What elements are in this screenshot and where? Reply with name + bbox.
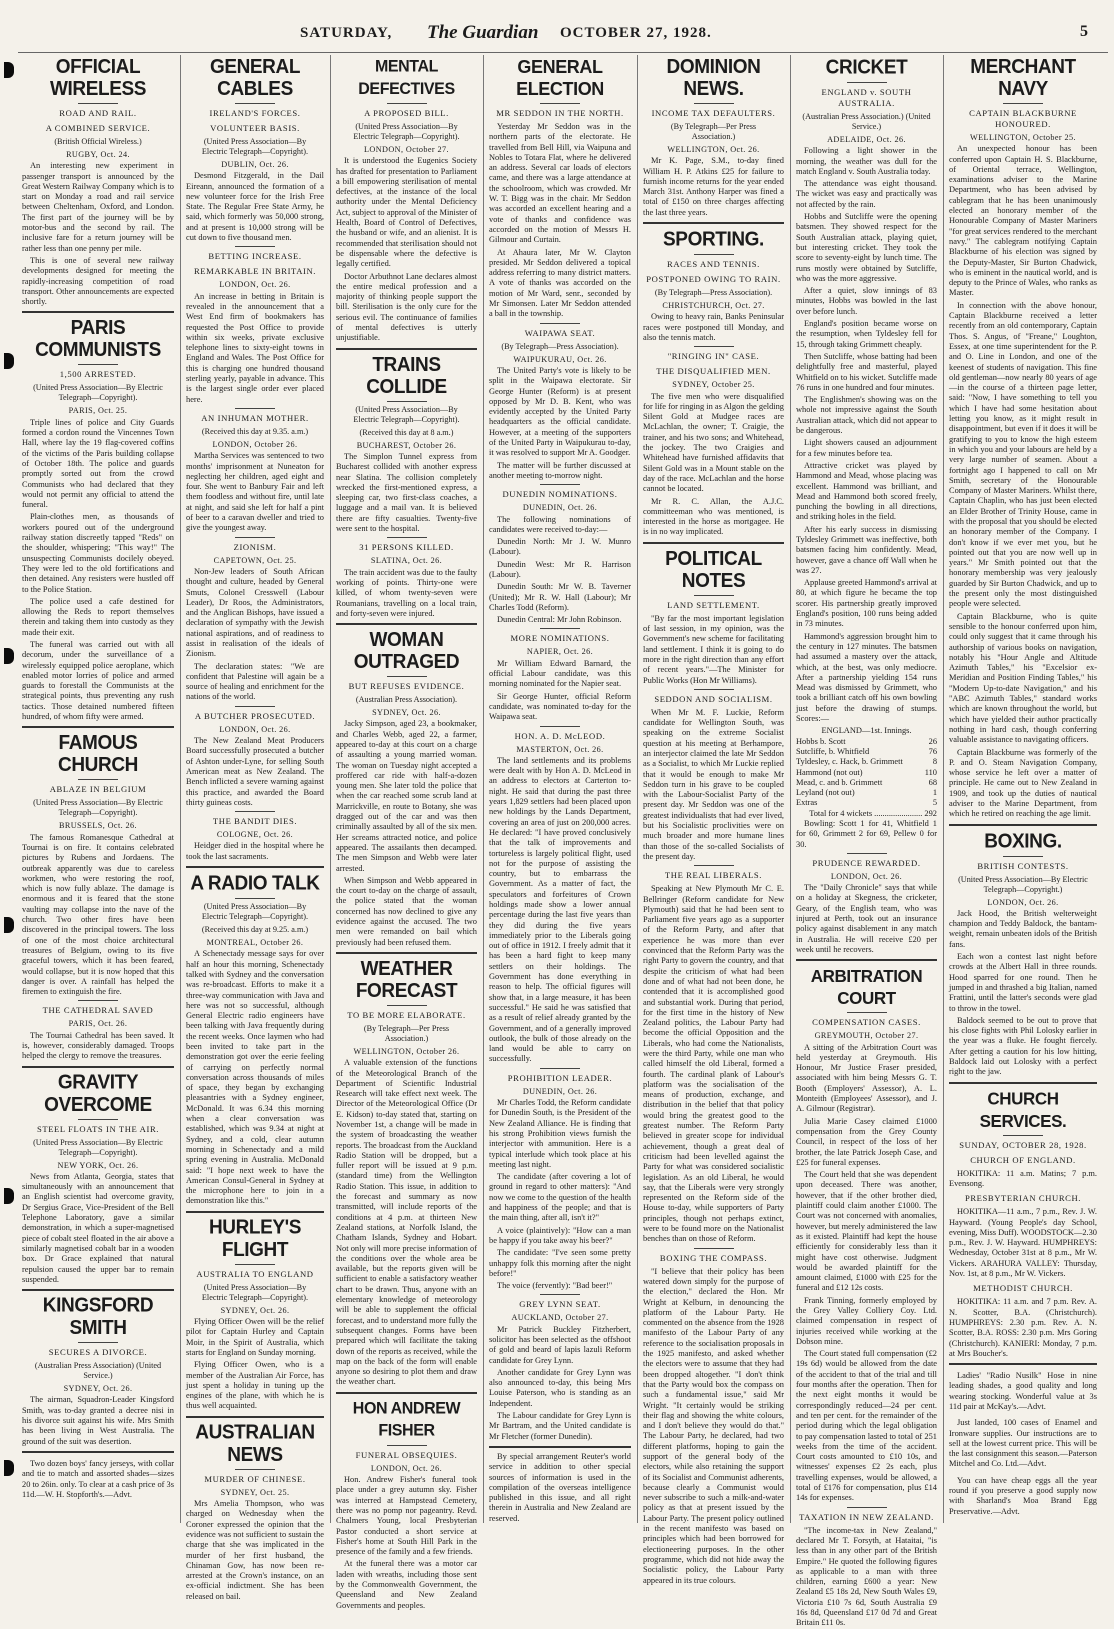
advertisement: You can have cheap eggs all the year round if you preserve a good supply now with Sharland's Moa Brand Egg Preservative.—Advt.	[949, 1475, 1097, 1516]
headline-arbitration-court: ARBITRATION COURT	[810, 966, 923, 1009]
article-paragraph: Hon. Andrew Fisher's funeral took place under a grey autumn sky. Fisher was interred at Hampstead Cemetery, there was no pomp nor pageantry. Revd. Chalmers Young, local Presbyterian Pastor conducted a short service at Fisher's home at South Hill Park in the presence of the family and a few friends.	[336, 1475, 477, 1557]
headline-political-notes: POLITICAL NOTES	[665, 547, 762, 592]
advertisement: Ladies' "Radio Nusilk" Hose in nine leading shades, a good quality and long wearing stocking. Wonderful value at 3s 11d pair at McKay's.—Advt.	[949, 1371, 1097, 1411]
article-paragraph: Bowling: Scott 1 for 41, Whitfield 1 for 60, Grimmett 2 for 69, Pellew 0 for 30.	[796, 819, 937, 849]
article-paragraph: Non-Jew leaders of South African thought and culture, headed by General Smuts, Colonel Cresswell (Labour Leader), Dr Roos, the Administrators, and the Anglican Bishops, have issued a declaration of sympathy with the Jewish national aspirations, and of readiness to assist in realisation of the ideals of Zionism.	[186, 566, 324, 659]
dateline: WELLINGTON, October 26.	[353, 1046, 460, 1056]
column-rule	[180, 55, 181, 1523]
batsman-runs: 1	[932, 788, 937, 798]
article-paragraph: Hobbs and Sutcliffe were the opening batsmen. They showed respect for the South Australian attack, playing quiet, but interesting cricket. They took the score to seventy-eight by lunch time. The runs mostly were obtained by Sutcliffe, who was the more aggressive.	[796, 212, 937, 283]
dateline: GREYMOUTH, October 27.	[814, 1031, 919, 1041]
article-paragraph: Doctor Arbuthnot Lane declares almost the entire medical profession and a majority of thinking people support the bill. Sterilisation is the only cure for the serious evil. The continuance of families of mental defectives is utterly unjustifiable.	[336, 271, 477, 343]
article-paragraph: Martha Services was sentenced to two months' imprisonment at Nuneaton for neglecting her children, aged eight and four. She went to Banbury Fair and left them foodless and without fire, until late at night, and said she left for half a pint of beer to a caravan dweller and tried to give the youngest away.	[186, 451, 324, 533]
subhead: THE CATHEDRAL SAVED	[42, 1005, 154, 1016]
article-paragraph: Dunedin West: Mr R. Harrison (Labour).	[489, 559, 631, 579]
binding-hole	[4, 353, 14, 369]
column-6	[796, 52, 937, 1628]
column-4	[489, 52, 631, 1522]
article-paragraph: It is understood the Eugenics Society has drafted for presentation to Parliament a bill empowering sterilisation of mental defectives, at the instance of the local authority under the Mental Deficiency Act, subject to approval of the Minister of Health, Board of Control of Defectives, the husband or wife, and an alienist. It is recommended that sterilisation should not be dispensable where the defective is legally certified.	[336, 156, 477, 269]
dateline: DUNEDIN, Oct. 26.	[522, 503, 598, 513]
scorecard-row	[796, 757, 937, 767]
subhead: ABLAZE IN BELGIUM	[49, 784, 147, 795]
article-paragraph: Plain-clothes men, as thousands of workers poured out of the underground railway station discreetly tapped "Reds" on the shoulder, whispering; "This way!" The unsuspecting Communists docilely obeyed. They were led to the old fortifications and then detained. Any resisters were hustled off to the Police Station.	[22, 512, 174, 594]
credit-line: (United Press Association—By Electric Telegraph—Copyright).	[201, 902, 309, 922]
scorecard-row	[796, 778, 937, 788]
subhead: ENGLAND v. SOUTH AUSTRALIA.	[821, 87, 912, 108]
subhead: AN INHUMAN MOTHER.	[201, 412, 309, 423]
article-paragraph: Mr Patrick Buckley Fitzherbert, solicitor has been selected as the offshoot of gold and beard of lapis lazuli Reform candidate for Grey Lynn.	[489, 1324, 631, 1365]
article-paragraph: This is one of several new railway developments designed for meeting the rapidly-increasing competition of road transport. Other announcements are expected shortly.	[22, 255, 174, 307]
binding-hole	[4, 648, 14, 664]
credit-line: (By Telegraph—Press Association).	[654, 288, 773, 298]
column-7	[949, 52, 1097, 1522]
article-paragraph: A sitting of the Arbitration Court was held yesterday at Greymouth. His Honour, Mr Justice Fraser presided, associated with him being Messrs G. T. Booth (Employers' Assessor), A. L. Monteith (Employees' Assessor), and J. A. Gilmour (Registrar).	[796, 1042, 937, 1114]
article-paragraph: The candidate: "I've seen some pretty unhappy folk this morning after the night before!"	[489, 1248, 631, 1278]
dateline: DUNEDIN, Oct. 26.	[522, 1086, 598, 1096]
headline-paris-communists: PARIS COMMUNISTS	[35, 317, 161, 362]
subhead: THE BANDIT DIES.	[212, 816, 298, 827]
column-5	[643, 52, 784, 1585]
article-paragraph: The Simplon Tunnel express from Bucharest collided with another express near Slatina. The collision completely wrecked the first-mentioned express, a sleeping car, two first-class coaches, a luggage and a mail van. It is believed there are fifty casualties. Twenty-five were sent to the hospital.	[336, 451, 477, 534]
subhead: TAXATION IN NEW ZEALAND.	[799, 1511, 934, 1522]
article-paragraph: An increase in betting in Britain is revealed in the announcement that a West End firm of bookmakers has requested the Post Office to provide within six weeks, private exclusive telephone lines to sixty-eight towns in England and Wales. The Post Office for this is charging one hundred thousand sterling yearly, payable in advance. This is the largest single order ever placed here.	[186, 291, 324, 404]
article-paragraph: Mr K. Page, S.M., to-day fined William H. P. Atkins £25 for failure to furnish income returns for the year ended March 31st. Anthony Harper was fined a total of £150 on three charges affecting the last three years.	[643, 156, 784, 217]
batsman-name: Mead, c. and b. Grimmett	[796, 777, 883, 787]
article-paragraph: HOKITIKA—11 a.m., 7 p.m., Rev. J. W. Hayward. (Young People's day School, evening, Miss Duff). WOODSTOCK—2.30 p.m., Rev. J. W. Hayward. HUMPHREYS: Wednesday, October 31st at 8 p.m., Mr W. Vickers. ARAHURA VALLEY: Thursday, Nov. 1st, at 8 p.m., Mr W. Vickers.	[949, 1207, 1097, 1279]
credit-line: (United Press Association—By Electric Telegraph—Copyright).	[33, 1137, 163, 1157]
subhead: STEEL FLOATS IN THE AIR.	[36, 1123, 160, 1134]
batsman-name: Hobbs b. Scott	[796, 736, 846, 746]
batsman-runs: 26	[928, 736, 937, 746]
article-paragraph: The Tournai Cathedral has been saved. It is, however, considerably damaged. Troops helped the clergy to remove the treasures.	[22, 1030, 174, 1061]
article-paragraph: The airman, Squadron-Leader Kingsford Smith, was to-day granted a decree nisi in his divorce suit against his wife. Mrs Smith has been living in West Australia. The ground of the suit was desertion.	[22, 1395, 174, 1446]
article-paragraph: The voice (fervently): "Bad beer!"	[497, 1281, 613, 1291]
subhead: 1,500 ARRESTED.	[59, 369, 137, 380]
subhead: HON. A. D. McLEOD.	[514, 730, 606, 741]
subhead: ROAD AND RAIL.	[59, 108, 137, 118]
article-paragraph: The five men who were disqualified for life for ringing in as Algon the gelding Silent Gold at Mudgee races are McLachlan, the owner; T. Craigie, the trainer, and his two sons; and Whitehead, the jockey. The two Craigies and Whitehead have furnished affidavits that Silent Gold was in a Mount stable on the day of the race. McLachlan and the horse cannot be located.	[643, 391, 784, 494]
scorecard-total: Total for 4 wickets ....................... 292	[809, 808, 937, 818]
column-rule	[790, 55, 791, 1523]
notice-reuters: By special arrangement Reuter's world service in addition to other special sources of information is used in the compilation of the overseas intelligence published in this issue, and all right therein in Australia and New Zealand are reserved.	[489, 1451, 631, 1523]
credit-line: (Australian Press Association).	[355, 695, 458, 705]
column-rule	[330, 55, 331, 1523]
subhead: 31 PERSONS KILLED.	[359, 542, 454, 553]
dateline: COLOGNE, Oct. 26.	[216, 830, 294, 840]
credit-line: (Received this day at 8 a.m.)	[359, 427, 454, 437]
subhead: PRUDENCE REWARDED.	[812, 857, 921, 868]
article-paragraph: Heidger died in the hospital where he took the last sacraments.	[186, 841, 324, 861]
dateline: LONDON, October 27.	[364, 145, 449, 154]
subhead: MR SEDDON IN THE NORTH.	[496, 108, 624, 118]
subhead: METHODIST CHURCH.	[973, 1283, 1073, 1294]
advertisement: Two dozen boys' fancy jerseys, with collar and tie to match and assorted shades—sizes 20 to 26in. only. To clear at a cash price of 3s 11d.—W. H. Stopforth's.—Advt.	[22, 1458, 174, 1499]
article-paragraph: After his early success in dismissing Tyldesley Grimmett was ineffective, both batsmen facing him confidently. Mead, however, gave a chance off Wall when he was 27.	[796, 524, 937, 575]
dateline: LONDON, Oct. 26.	[219, 724, 291, 734]
subhead: DUNEDIN NOMINATIONS.	[502, 489, 618, 500]
article-paragraph: The New Zealand Meat Producers Board successfully prosecuted a butcher of Ashton under-Lyne, for selling South American meat as New Zealand. The Bench inflicted a severe warning against this practice, and awarded the Board thirty guineas costs.	[186, 736, 324, 807]
headline-gravity-overcome: GRAVITY OVERCOME	[44, 1071, 152, 1116]
subhead: THE DISQUALIFIED MEN.	[656, 366, 771, 377]
subhead: REMARKABLE IN BRITAIN.	[193, 266, 317, 277]
subhead: GREY LYNN SEAT.	[519, 1299, 601, 1310]
masthead	[0, 0, 1114, 52]
subhead: RACES AND TENNIS.	[667, 259, 760, 270]
masthead-date: OCTOBER 27, 1928.	[560, 25, 712, 41]
article-paragraph: An interesting new experiment in passenger transport is announced by the Great Western Railway Company which is to start on Monday a road and rail service between Cheltenham, Oxford, and London. The first part of the journey will be by motor-bus and the second by rail. The inclusive fare for a return journey will be rather less than one penny per mile.	[22, 161, 174, 253]
article-paragraph: The Court stated full compensation (£2 19s 6d) would be allowed from the date of the accident to that of the trial and till four months after the operation. Then for the next eight months it would be correspondingly reduced—24 per cent. and ten per cent. for the remainder of the period during which the legal obligation to pay compensation lasted to total of 251 weeks from the time of the accident. Court costs amounted to £10 10s, and witnesses' expenses £2 2s each, plus travelling expenses, would be allowed, a total of £176 for compensation, plus £14 14s for expenses.	[796, 1349, 937, 1503]
dateline: WAIPUKURAU, Oct. 26.	[513, 354, 607, 364]
headline-cricket: CRICKET	[825, 56, 908, 79]
article-paragraph: HOKITIKA: 11 a.m. Matins; 7 p.m. Evensong.	[949, 1168, 1097, 1188]
masthead-day: SATURDAY,	[300, 25, 393, 41]
article-paragraph: The Englishmen's showing was on the whole not impressive against the South Australian attack, which did not appear to be dangerous.	[796, 395, 937, 436]
batsman-runs: 110	[924, 767, 937, 777]
article-paragraph: The famous Romanesque Cathedral at Tournai is on fire. It contains celebrated pictures by Rubens and Jordaens. The outbreak apparently was due to careless workmen, who were restoring the roof, which is now fully ablaze. The damage is enormous and it is feared that the stone vaulting may collapse into the nave of the church. Two other fires have been discovered in the principal towers. The loss of one of the most choice architectural treasures of Belgium, owing to its five graceful towers, which it has been feared, would collapse, but it is now hoped that this danger is over. A rainfall has helped the firemen to extinguish the fire.	[22, 832, 174, 997]
article-paragraph: The following nominations of candidates were received to-day:—	[489, 514, 631, 534]
article-paragraph: The police used a cafe destined for allowing the Reds to report themselves therein and taking them into custody as they made their exit.	[22, 596, 174, 637]
dateline: SYDNEY, Oct. 26.	[63, 1384, 133, 1394]
subhead: BUT REFUSES EVIDENCE.	[348, 681, 465, 692]
column-2	[186, 52, 324, 1601]
subhead: A COMBINED SERVICE.	[45, 123, 151, 133]
article-paragraph: Dunedin South: Mr W. B. Taverner (United); Mr R. W. Hall (Labour); Mr Charles Todd (Reform).	[489, 582, 631, 612]
article-paragraph: The declaration states: "We are confident that Palestine will again be a source of healing and enrichment for the nations of the world.	[186, 661, 324, 702]
article-paragraph: Flying Officer Owen, who is a member of the Australian Air Force, has just spent a holiday in tuning up the engines of the plane, with which he is thus well acquainted.	[186, 1360, 324, 1411]
subhead: VOLUNTEER BASIS.	[210, 123, 300, 133]
article-paragraph: Captain Blackburne, who is quite sensible to the honour conferred upon him, could only suggest that it came through his authorship of various books on navigation, notably his "Hour Angle and Altitude Azimuth Tables," his "Excelsior ex-Meridian and Position Finding Tables," his "Modern Up-to-date Navigation," and his "ABC Azimuth Tables," standard works which are known throughout the world, but which have yielded their author practically nothing in hard cash, though conferring valuable assistance to navigating officers.	[949, 611, 1097, 745]
article-paragraph: Attractive cricket was played by Hammond and Mead, whose placing was excellent. Hammond was brilliant, and Mead and Hammond both scored freely, punching the bowling in all directions, and striking holes in the field.	[796, 460, 937, 522]
dateline: ADELAIDE, Oct. 26.	[827, 135, 906, 144]
subhead: BETTING INCREASE.	[208, 251, 302, 262]
scorecard-row	[796, 737, 937, 747]
article-paragraph: The attendance was eight thousand. The wicket was easy and practically was not affected by the rain.	[796, 179, 937, 209]
scorecard-row	[796, 768, 937, 778]
subhead: MORE NOMINATIONS.	[510, 633, 610, 644]
dateline: AUCKLAND, October 27.	[511, 1313, 609, 1323]
subhead: IRELAND'S FORCES.	[209, 108, 301, 118]
article-paragraph: Mr R. C. Allan, the A.J.C. committeeman who was mentioned, is interested in the horse as mortgagee. He is in no way implicated.	[643, 496, 784, 537]
subhead: THE REAL LIBERALS.	[664, 870, 763, 881]
article-paragraph: Each won a contest last night before crowds at the Albert Hall in three rounds. Hood sparred for one round. Then he jumped in and thrashed a big Italian, named Frattini, until the latter's seconds were glad to throw in the towel.	[949, 952, 1097, 1013]
article-paragraph: An unexpected honour has been conferred upon Captain H. S. Blackburne, of Oriental terrace, Wellington, examinations adviser to the Marine Department, who has been advised by cablegram that he has been unanimously elected an honorary member of the Honourable Company of Master Mariners "for great services rendered to the merchant navy." The cablegram notifying Captain Blackburne of his election was signed by the Deputy-Master, Sir Burton Chadwick, who is eminent in the nautical world, and is deputy to the Prince of Wales, who ranks as Master.	[949, 144, 1097, 298]
headline-merchant-navy: MERCHANT NAVY	[970, 55, 1076, 101]
headline-dominion-news: DOMINION NEWS.	[666, 55, 761, 101]
credit-line: (Australian Press Association.) (United Service.)	[802, 112, 931, 131]
dateline: LONDON, Oct. 26.	[370, 1463, 443, 1473]
dateline: BUCHAREST, October 26.	[356, 440, 457, 450]
subhead: SUNDAY, OCTOBER 28, 1928.	[959, 1139, 1087, 1150]
article-paragraph: "The income-tax in New Zealand," declared Mr T. Forsyth, at Hataitai, "is less than in any other part of the British Empire." He quoted the following figures as applicable to a man with three children, earning £600 a year: New Zealand £5 18s 2d, New South Wales £9, Victoria £10 7s 6d, South Australia £9 16s 8d, Queensland £17 0d 7d and Great Britain £11 0s.	[796, 1525, 937, 1628]
scorecard-row	[796, 788, 937, 798]
advertisement: Just landed, 100 cases of Enamel and Ironware supplies. Our instructions are to sell at the lowest current price. This will be the last consignment this season.—Paterson Mitchel and Co. Ltd.—Advt.	[949, 1418, 1097, 1469]
headline-church-services: CHURCH SERVICES.	[979, 1088, 1067, 1131]
article-paragraph: The train accident was due to the faulty working of points. Thirty-one were killed, of whom twenty-seven were Roumanians, travelling on a local train, and forty-seven were injured.	[336, 567, 477, 618]
dateline: CHRISTCHURCH, Oct. 27.	[662, 301, 765, 311]
credit-line: (Australian Press Association) (United Service.)	[34, 1361, 162, 1381]
subhead: FUNERAL OBSEQUIES.	[355, 1449, 458, 1460]
subhead: PRESBYTERIAN CHURCH.	[964, 1193, 1082, 1204]
article-paragraph: The funeral was carried out with all decorum, under the surveillance of a wirelessly equipped police aeroplane, which enabled motor lorries of police and armed guards to forestall the Communists at the strategical points, thus preventing any rush tactics. Those detained numbered fifteen hundred, of whom fifty were armed.	[22, 639, 174, 722]
article-paragraph: Dunedin Central: Mr John Robinson.	[497, 615, 622, 625]
article-paragraph: Flying Officer Owen will be the relief pilot for Captain Hurley and Captain Moir, in the Spirit of Australia, which starts for England on Sunday morning.	[186, 1317, 324, 1357]
credit-line: (By Telegraph—Press Association).	[501, 341, 619, 351]
binding-hole	[4, 917, 14, 933]
article-paragraph: Sir George Hunter, official Reform candidate, was nominated to-day for the Waipawa seat.	[489, 691, 631, 722]
dateline: LONDON, Oct. 26.	[830, 871, 903, 881]
credit-line: (United Press Association—By Electric Telegraph—Copyright).	[201, 137, 309, 156]
credit-line: (United Press Association—By Electric Telegraph—Copyright).	[201, 1282, 309, 1302]
scorecard-row	[796, 747, 937, 757]
article-paragraph: Captain Blackburne was formerly of the P. and O. Steam Navigation Company, whose service he left over a matter of principle. He came out to New Zealand in 1909, and took up the duties of nautical adviser to the Marine Department, from which he retired on reaching the age limit.	[949, 747, 1097, 819]
article-paragraph: Baldock seemed to be out to prove that his close fights with Phil Lolosky earlier in the year was a fluke. He fought fiercely. After getting a caution for his low hitting, Baldock laid out Lolosky with a perfect right to the jaw.	[949, 1015, 1097, 1077]
article-paragraph: Julia Marie Casey claimed £1000 compensation from the Grey County Council, in respect of the loss of her brother, the late Patrick Joseph Case, and £25 for funeral expenses.	[796, 1116, 937, 1167]
dateline: SYDNEY, Oct. 25.	[220, 1487, 290, 1497]
scorecard-row	[796, 798, 937, 808]
column-rule	[483, 55, 484, 1523]
headline-andrew-fisher: HON ANDREW FISHER	[352, 1399, 461, 1440]
subhead: CAPTAIN BLACKBURNE HONOURED.	[969, 108, 1077, 129]
article-paragraph: Light showers caused an adjournment for a few minutes before tea.	[796, 438, 937, 458]
article-paragraph: HOKITIKA: 11 a.m. and 7 p.m. Rev. A. N. Scotter, B.A. (Christchurch). HUMPHREYS: 2.30 p.m. Rev. A. N. Scotter, B.A. ROSS: 2.30 p.m. Mrs Goring (Christchurch). KANIERI: Monday, 7 p.m. at Mrs Boucher's.	[949, 1297, 1097, 1358]
dateline: PARIS, Oct. 26.	[68, 1019, 128, 1029]
article-paragraph: At Ahaura later, Mr W. Clayton presided. Mr Seddon delivered a topical address referring to many district matters. A vote of thanks was accorded on the motion of Mr Ward, senr., seconded by Mr Simonsen. Later Mr Seddon attended a ball in the township.	[489, 247, 631, 319]
headline-woman-outraged: WOMAN OUTRAGED	[353, 629, 460, 674]
article-paragraph: Yesterday Mr Seddon was in the northern parts of the electorate. He travelled from Bell Hill, via Waipuna and Nobles to Totara Flat, where he delivered an address. Several car loads of electors came, and there was a large attendance at the schoolroom, which was crowded. Mr W. T. Bigg was in the chair. Mr Seddon was accorded an excellent hearing and a vote of thanks and confidence was accorded on the motion of Messrs H. Gilmour and Curtain.	[489, 122, 631, 245]
article-paragraph: Following a light shower in the morning, the weather was dull for the match England v. South Australia today.	[796, 146, 937, 176]
batsman-name: Hammond (not out)	[796, 767, 863, 777]
credit-line: (United Press Association—By Electric Telegraph—Copyright.)	[958, 874, 1088, 894]
batsman-runs: 5	[932, 798, 937, 808]
credit-line: (By Telegraph—Per Press Association.)	[670, 122, 757, 141]
article-paragraph: Mr William Edward Barnard, the official Labour candidate, was this morning nominated for the Napier seat.	[489, 658, 631, 689]
subhead: A BUTCHER PROSECUTED.	[194, 710, 316, 721]
subhead: BRITISH CONTESTS.	[977, 860, 1069, 871]
dateline: SYDNEY, October 25.	[672, 380, 755, 390]
headline-general-cables: GENERAL CABLES	[209, 55, 301, 101]
article-paragraph: The matter will be further discussed at another meeting to-morrow night.	[489, 460, 631, 480]
subhead: COMPENSATION CASES.	[812, 1017, 921, 1028]
scorecard	[796, 737, 937, 809]
subhead: BOXING THE COMPASS.	[659, 1252, 768, 1263]
dateline: WELLINGTON, Oct. 26.	[667, 145, 760, 154]
scorecard-heading: ENGLAND—1st. Innings.	[821, 726, 912, 736]
dateline: DUBLIN, Oct. 26.	[221, 160, 289, 169]
credit-line: (Received this day at 9.35. a.m.)	[201, 426, 309, 436]
article-paragraph: A valuable extension of the functions of the Meteorological Branch of the Department of Scientific Industrial Research will take effect next week. The Director of the Meteorological Office (Dr E. Kidson) to-day stated that, starting on November 1st, a change will be made in the system of broadcasting the weather reports. The broadcast from the Auckland Radio Station will be dropped, but a fuller report will be issued at 9 p.m. (standard time) from the Wellington Radio Station. This issue, in addition to the forecast and summary as now transmitted, will include reports of the conditions at 4 p.m. at thirteen New Zealand stations, at Norfolk Island, the Chatham Islands, Sydney and Hobart. Not only will more precise information of the conditions over the whole area be available, but the reports given will be sufficient to enable a satisfactory weather chart to be drawn. Thus, anyone with an elementary knowledge of meteorology will be able to supplement the official forecast, and to understand more fully the subsequent changes. Forms have been prepared which will facilitate the taking down of the reports as received, while the map on the back of the form will enable anyone so desiring to plot them and draw the weather chart.	[336, 1058, 477, 1387]
article-paragraph: "I believe that their policy has been watered down simply for the purpose of the election," declared the Hon. Mr Wright at Kelburn, in denouncing the platform of the Labour Party. He commented on the absence from the 1928 manifesto of the Labour Party of any reference to the socialisation proposals in the 1925 manifesto, and asked whether the electors were to assume that they had been dropped altogether. "I don't think that the Party would box the compass on such a fundamental issue," said Mr Wright. "It certainly would be striking their flag and showing the white colours, and I don't believe they would do that." The Labour Party, he declared, had two different platforms, hoping to gain the support of the general body of the electors, while also retaining the support of its Socialist and Communist adherents, because clearly a Communist would never subscribe to such a milk-and-water policy as that at present issued by the Labour Party. The present policy outlined in the recent manifesto was based on principles which had been borrowed for electioneering purposes. In the other programme, which did not hide away the Socialistic policy, the Labour Party appeared in its true colours.	[643, 1266, 784, 1585]
article-paragraph: A voice (plaintively): "How can a man be happy if you take away his beer?"	[489, 1225, 631, 1245]
batsman-name: Extras	[796, 798, 818, 808]
article-paragraph: Owing to heavy rain, Banks Peninsular races were postponed till Monday, and also the tennis match.	[643, 312, 784, 342]
article-paragraph: A Schenectady message says for over half an hour this morning, Schenectady talked with Sydney and the conversation was re-broadcast. Efforts to make it a three-way communication with Java and here was not so successful, although General Electric radio engineers have been talking with Java frequently during the recent weeks. Once laymen who had been invited to take part in the demonstration got over the eerie feeling of carrying on perfectly normal conversation across thousands of miles of space, they began by exchanging pleasantries with a Sydney engineer, McDonald. It was 6.34 this morning when a clear conversation was established, which was 9.34 at night at Sydney, and a cold, clear autumn morning in Schenectady and a mild spring evening in Australia. McDonald said: "I hope next week to have the American Consul-General in Sydney at the microphone here to join in a demonstration like this."	[186, 949, 324, 1206]
article-paragraph: When Mr M. F. Luckie, Reform candidate for Wellington South, was speaking on the extreme Socialist question at his meeting at Berhampore, an interjector claimed the late Mr Seddon as a Socialist, to which Mr Luckie replied that it would be enough to make Mr Seddon turn in his grave to be coupled with the Labour-Socialist Party of the present day. Mr Seddon was one of the greatest individualists that had ever lived, but his Socialistic proclivities were on much broader and more humane lines than those of the so-called Socialists of the present day.	[643, 707, 784, 861]
credit-line: (United Press Association—By Electric Telegraph—Copyright).	[353, 122, 460, 141]
article-paragraph: Then Sutcliffe, whose batting had been delightfully free and masterful, played Whitfield on to his wicket. Sutcliffe made 76 runs in one hundred and four minutes.	[796, 351, 937, 392]
article-paragraph: The land settlements and its problems were dealt with by Hon A. D. McLeod in an address to electors at Carterton to-night. He said that during the past three years 1,829 settlers had been placed upon new holdings by the Lands Department, covering an area of just on 200,000 acres. He declared: "I have proved conclusively that the talk of improvements and tortureless is largely political flight, used not for the purpose of assisting the country, but to embarrass the Government. As a matter of fact, the speculators and forfeitures of Crown holdings made show a lower annual percentage during the last five years than they did during the five years immediately prior to the Liberals going out of office in 1912. I freely admit that it has been a hard fight to keep many settlers on their holdings. The Government has done everything in reason to help. The official figures will show that, in a large measure, it has been successful." He said he was satisfied that as a result of relief already granted by the Government, and of a generally improved outlook, the bulk of those already on the land would be able to carry on successfully.	[489, 755, 631, 1064]
article-paragraph: Jack Hood, the British welterweight champion and Teddy Baldock, the bantam-weight, remain unbeaten idols of the British fans.	[949, 908, 1097, 949]
page-number: 5	[1080, 23, 1088, 40]
article-paragraph: The United Party's vote is likely to be split in the Waipawa electorate. Sir George Hunter (Reform) is at present opposed by Mr D. B. Kent, who was evidently accepted by the United Party headquarters as the official candidate. However, at a meeting of the supporters of the United Party in Waipukurau to-day, it was resolved to support Mr A. Goodger.	[489, 365, 631, 458]
headline-hurleys-flight: HURLEY'S FLIGHT	[208, 1216, 302, 1261]
binding-hole	[4, 1188, 14, 1204]
article-paragraph: Dunedin North: Mr J. W. Munro (Labour).	[489, 537, 631, 557]
subhead: A PROPOSED BILL.	[364, 108, 449, 118]
headline-radio-talk: A RADIO TALK	[190, 872, 320, 895]
subhead: TO BE MORE ELABORATE.	[347, 1009, 466, 1020]
article-paragraph: News from Atlanta, Georgia, states that simultaneously with an announcement that an English scientist had overcome gravity, Dr Sergius Grace, Vice-President of the Bell Telephone Laboratory, gave a similar demonstration, in which a super-magnetised piece of cobalt steel floated in the air above a similarly magnetised cobalt bar in a wooden box. Dr Grace explained that natural repulsion caused the upper bar to remain suspended.	[22, 1171, 174, 1284]
column-rule	[637, 55, 638, 1523]
article-paragraph: Hammond's aggression brought him to the century in 127 minutes. The batsmen had assumed a mastery over the attack, which, at the best, was only mediocre. After a partnership yielding 154 runs Mead was dismissed by Grimmett, who took a brilliant catch off his own bowling just before the drawing of stumps. Scores:—	[796, 631, 937, 724]
dateline: LONDON, Oct. 26.	[219, 280, 291, 290]
headline-weather-forecast: WEATHER FORECAST	[355, 957, 458, 1002]
binding-hole	[4, 1460, 14, 1476]
dateline: RUGBY, Oct. 24.	[66, 150, 130, 159]
headline-general-election: GENERAL ELECTION	[516, 55, 604, 99]
article-paragraph: Frank Tinning, formerly employed by the Grey Valley Colliery Coy. Ltd. claimed compensation in respect of injuries received while working at the Dobson mine.	[796, 1295, 937, 1346]
subhead: AUSTRALIA TO ENGLAND	[196, 1268, 314, 1279]
article-paragraph: The Court held that she was dependent upon deceased. There was another, however, that if the other brother died, plaintiff could claim another £1000. The Court was not concerned with anomalies, however, but merely administered the law as it existed. Plaintiff had kept the house efficiently for considerably less than it might have cost otherwise. Judgment would be awarded plaintiff for the amount claimed, £1000 with £25 for the funeral and £12 12s costs.	[796, 1170, 937, 1293]
article-paragraph: Speaking at New Plymouth Mr C. E. Bellringer (Reform candidate for New Plymouth) said that he had been sent to Parliament five years ago as a supporter of the Reform Party, and after that experience he was more than ever convinced that the Reform Party was the right Party to govern the country, and that despite the criticism of what had been done and of what had not been done, he contended that it is accomplished good and substantial work. During that period, for the first time in the history of New Zealand politics, the Labour Party had become the official Opposition and the Liberals, who had come the Nationalists, were the third Party, while one man who called himself the old Liberal, formed a fourth. The cardinal plank of Labour's platform was the socialisation of the means of production, exchange, and distribution in the belief that that policy would bring the greatest good to the greatest number. The Reform Party believed in greater scope for individual achievement, though a great deal of criticism had been levelled against the Party for what was considered socialistic legislation. As an old Liberal, he would say, that the Liberals were very strongly represented on the Reform side of the House to-day, while supporters of Party principles, though not perhaps extinct, were to be found more on the Nationalist benches than on those of Reform.	[643, 884, 784, 1244]
dateline: MONTREAL, October 26.	[206, 938, 304, 948]
column-1	[22, 52, 174, 1522]
article-paragraph: "By far the most important legislation of last session, in my opinion, was the Government's new scheme for facilitating land settlement. I think it is going to do more in the right direction than any effort of recent years."—The Minister for Public Works (Hon Mr Williams).	[643, 613, 784, 685]
subhead: CHURCH OF ENGLAND.	[970, 1154, 1076, 1165]
dateline: PARIS, Oct. 25.	[68, 406, 128, 416]
subhead: SEDDON AND SOCIALISM.	[654, 693, 773, 704]
article-paragraph: Another candidate for Grey Lynn was also announced to-day, this being Mrs Louise Paterson, who is standing as an Independent.	[489, 1367, 631, 1408]
subhead: PROHIBITION LEADER.	[507, 1072, 613, 1083]
article-paragraph: Desmond Fitzgerald, in the Dail Eireann, announced the formation of a new volunteer force for the Irish Free State. The Regular Free State Army, he said, which formerly was 50,000 strong, and at present is 10,000 strong will be cut down to five thousand men.	[186, 171, 324, 243]
headline-boxing: BOXING.	[984, 830, 1062, 853]
headline-trains-collide: TRAINS COLLIDE	[366, 353, 447, 398]
dateline: WELLINGTON, October 25.	[970, 133, 1076, 142]
subhead: ZIONISM.	[233, 541, 277, 552]
article-paragraph: After a quiet, slow innings of 83 minutes, Hobbs was bowled in the last over before lunch.	[796, 286, 937, 316]
headline-kingsford-smith: KINGSFORD SMITH	[42, 1295, 154, 1340]
article-paragraph: Jacky Simpson, aged 23, a bookmaker, and Charles Webb, aged 22, a farmer, appeared to-day at this court on a charge of assaulting a young married woman. The woman on Tuesday night accepted a proffered car ride with half-a-dozen young men. She later told the police that when the car reached some scrub land at Marrickville, en route to Botany, she was dragged out of the car and was then criminally assaulted by all of the six men. Her screams attracted notice, and police appeared. The assailants then decamped. The men Simpson and Webb were later arrested.	[336, 719, 477, 873]
subhead: INCOME TAX DEFAULTERS.	[651, 108, 776, 118]
batsman-name: Leyland (not out)	[796, 788, 855, 798]
credit-line: (By Telegraph—Per Press Association.)	[363, 1023, 450, 1043]
article-paragraph: Applause greeted Hammond's arrival at 80, at which figure he became the top scorer. His partnership greatly improved England's position, 100 runs being added in 73 minutes.	[796, 578, 937, 629]
binding-hole	[4, 62, 14, 78]
article-paragraph: When Simpson and Webb appeared in the court to-day on the charge of assault, the police stated that the woman concerned has now declined to give any evidence against the accused. The two men were remanded on bail which previously had been refused them.	[336, 875, 477, 947]
batsman-runs: 76	[928, 746, 937, 756]
column-rule	[943, 55, 944, 1523]
subhead: "RINGING IN" CASE.	[667, 351, 760, 362]
dateline: CAPETOWN, Oct. 25.	[213, 555, 297, 565]
dateline: MASTERTON, Oct. 26.	[516, 744, 604, 754]
dateline: SLATINA, Oct. 26.	[370, 556, 443, 566]
dateline: LONDON, October 26.	[212, 439, 298, 449]
headline-official-wireless: OFFICIAL WIRELESS	[49, 55, 147, 101]
article-paragraph: Mrs Amelia Thompson, who was charged on Wednesday when the Coroner expressed the opinion that the evidence was not sufficient to sustain the charge that she was implicated in the murder of her first husband, the Chinaman Gow, has now been re-arrested at the Crown's instance, on an ex-official indictment. She has been released on bail.	[186, 1499, 324, 1601]
subhead: POSTPONED OWING TO RAIN.	[646, 274, 781, 285]
credit-line: (United Press Association—By Electric Telegraph—Copyright).	[33, 798, 163, 818]
dateline: NAPIER, Oct. 26.	[526, 647, 594, 657]
headline-sporting: SPORTING.	[663, 228, 764, 251]
article-paragraph: Mr Charles Todd, the Reform candidate for Dunedin South, is the President of the New Zealand Alliance. He is finding that his strong Prohibition views furnish the interjector with ammunition. Here is a typical interlude which took place at his meeting last night.	[489, 1098, 631, 1169]
dateline: LONDON, Oct. 26.	[987, 897, 1059, 907]
headline-australian-news: AUSTRALIAN NEWS	[195, 1421, 315, 1466]
article-paragraph: England's position became worse on the resumption, when Tyldesley fell for 15, through taking Grimmett cheaply.	[796, 319, 937, 349]
batsman-name: Sutcliffe, b. Whitfield	[796, 746, 870, 756]
credit-line: (United Press Association—By Electric Telegraph—Copyright).	[33, 383, 163, 403]
dateline: SYDNEY, Oct. 26.	[220, 1305, 290, 1315]
article-paragraph: Triple lines of police and City Guards formed a cordon round the Vincennes Town Hall, where lay the 19 flag-covered coffins of the victims of the Paris building collapse of October 18th. The police and guards promptly sorted out from the crowd Communists who had declared that they would not permit any official to attend the funeral.	[22, 417, 174, 510]
headline-mental-defectives: MENTAL DEFECTIVES	[358, 58, 455, 98]
subhead: MURDER OF CHINESE.	[204, 1473, 306, 1484]
column-3	[336, 52, 477, 1610]
dateline: NEW YORK, Oct. 26.	[57, 1160, 139, 1170]
article-paragraph: The Labour candidate for Grey Lynn is Mr Bartram, and the United candidate is Mr Fletcher (former Dunedin).	[489, 1411, 631, 1441]
article-paragraph: At the funeral there was a motor car laden with wreaths, including those sent by the Commonwealth Government, the Queensland and New Zealand Governments and peoples.	[336, 1559, 477, 1610]
article-paragraph: The candidate (after covering a lot of ground in regard to other matters): "And now we come to the question of the health and happiness of the people; and that is the main thing, after all, isn't it?"	[489, 1172, 631, 1223]
credit-line: (British Official Wireless.)	[54, 137, 142, 146]
subhead: WAIPAWA SEAT.	[524, 327, 596, 338]
dateline: SYDNEY, Oct. 26.	[372, 708, 441, 718]
subhead: LAND SETTLEMENT.	[667, 599, 760, 610]
batsman-runs: 8	[932, 757, 937, 767]
masthead-title: The Guardian	[427, 22, 539, 43]
credit-line: (United Press Association—By Electric Telegraph—Copyright).	[353, 404, 460, 424]
batsman-runs: 68	[928, 777, 937, 787]
credit-line: (Received this day at 9.25. a.m.)	[201, 925, 309, 935]
batsman-name: Tyldesley, c. Hack, b. Grimmett	[796, 757, 903, 767]
article-paragraph: In connection with the above honour, Captain Blackburne received a letter recently from an old contemporary, Captain Thos. S. Angus, of "Freane," Loughton, Essex, at one time superintendent for the P. and O. Line in London, and one of the keenest of students of navigation. This fine old gentleman—now nearly 80 years of age—in the course of a thirteen page letter, said: "Now, I have something to tell you which I have had some hesitation about letting you know, as it might result in disappointment, but even if it does it will be gratifying to you to know the high esteem in which you and your labours are held by a very large number of seamen. About a fortnight ago I happened to call on Mr Smith, secretary of the Honourable Company of Master Mariners. Whilst there, Captain Chaplin, who has just been elected an Elder Brother of Trinity House, came in with the proposal that you should be elected an honorary member of the Company. I don't know if we ever met you, but he pointed out that you are now well up in years." Mr Smith pointed out that the honorary membership was very jealously guarded by Sir Burton Chadwick, and up to the present only the most distinguished people were selected.	[949, 300, 1097, 609]
article-paragraph: The "Daily Chronicle" says that while on a holiday at Skegness, the cricketer, Geary, of the English team, who was injured at Perth, took out an insurance policy against disablement in any match in Australia. He will receive £20 per week until he recovers.	[796, 883, 937, 954]
subhead: SECURES A DIVORCE.	[48, 1347, 148, 1358]
headline-famous-church: FAMOUS CHURCH	[58, 732, 138, 777]
dateline: BRUSSELS, Oct. 26.	[59, 821, 137, 831]
